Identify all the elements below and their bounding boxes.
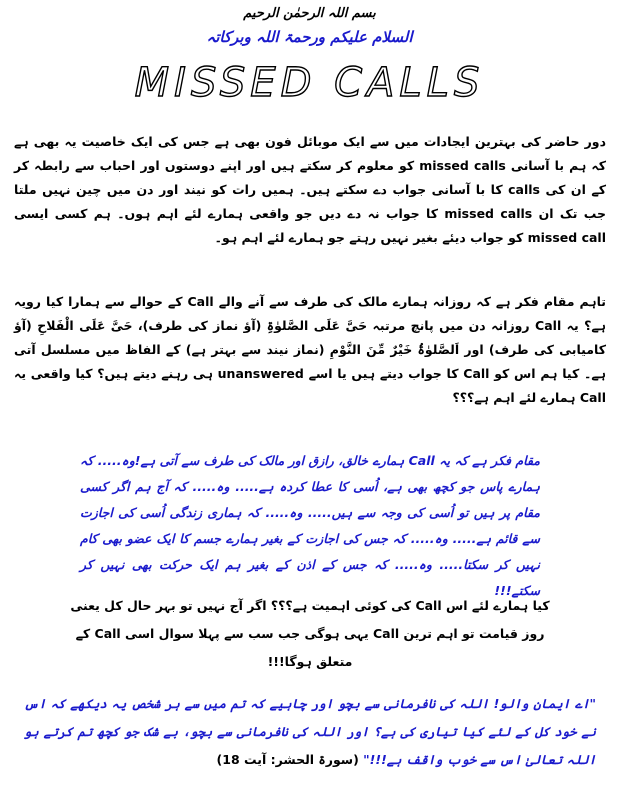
paragraph-quran-verse <box>24 690 596 774</box>
paragraph-question: کیا ہمارے لئے اس Call کی کوئی اہمیت ہے؟؟؟ اگر آج نہیں تو بہر حال کل یعنی روز قیامت تو اہم ترین Call یہی ہوگی جب سب سے پہلا سوال اسی Call کے متعلق ہوگا!!! <box>70 598 550 669</box>
paragraph-intro: دور حاضر کی بہترین ایجادات میں سے ایک موبائل فون بھی ہے جس کی ایک خاصیت یہ بھی ہے کہ ہم با آسانی missed calls کو معلوم کر سکتے ہیں اور اپنے دوستوں اور احباب سے رابطہ کر کے ان کی calls کا با آسانی جواب دے سکتے ہیں۔ ہمیں رات کو نیند اور دن میں چین نہیں ملتا جب تک ان missed calls کا جواب نہ دے دیں جو واقعی ہمارے لئے اہم ہوں۔ ہم کسی ایسی missed call کو جواب دیئے بغیر نہیں رہتے جو ہمارے لئے اہم ہو۔ <box>14 134 606 245</box>
page-title: MISSED CALLS <box>134 60 485 106</box>
verse-reference: (سورۃ الحشر: آیت 18) <box>216 752 359 767</box>
paragraph-azan-call: تاہم مقام فکر ہے کہ روزانہ ہمارے مالک کی طرف سے آنے والے Call کے حوالے سے ہمارا کیا رویہ ہے؟ یہ Call روزانہ دن میں پانچ مرتبہ حَیَّ عَلَی الصَّلوٰۃِ (آؤ نماز کی طرف)، حَیَّ عَلَی الْفَلاحِ (آؤ کامیابی کی طرف) اور اَلصَّلوٰۃُ خَیْرٌ مِّنَ النَّوْمِ (نماز نیند سے بہتر ہے) کے الفاظ میں مسلسل آتی ہے۔ کیا ہم اس کو Call کا جواب دیتے ہیں یا اسے unanswered ہی رہنے دیتے ہیں؟ کیا واقعی یہ Call ہمارے لئے اہم ہے؟؟؟ <box>14 294 607 405</box>
salaam-greeting: السلام علیکم ورحمۃ اللہ وبرکاتہ <box>206 28 413 46</box>
verse-text: "اے ایمان والو! اللہ کی نافرمانی سے بچو اور چاہیے کہ تم میں سے ہر شخص یہ دیکھے کہ اس نے خود کل کے لئے کیا تیاری کی ہے؟ اور اللہ کی نافرمانی سے بچو، بے شک جو کچھ تم کرتے ہو اللہ تعالیٰ اس سے خوب واقف ہے!!!" <box>24 696 596 767</box>
paragraph-creator: مقام فکر ہے کہ یہ Call ہمارے خالق، رازق اور مالک کی طرف سے آتی ہے!وہ..... کہ ہمارے پاس جو کچھ بھی ہے، اُسی کا عطا کردہ ہے..... وہ..... کہ آج ہم اگر کسی مقام پر ہیں تو اُسی کی وجہ سے ہیں..... وہ..... کہ ہماری زندگی اُسی کی اجازت سے قائم ہے..... وہ..... کہ جس کی اجازت کے بغیر ہمارے جسم کا ایک عضو بھی کام نہیں کر سکتا..... وہ..... کہ جس کے اذن کے بغیر ہم ایک حرکت بھی نہیں کر سکتے!!! <box>80 453 540 598</box>
bismillah-heading: بسم اللہ الرحمٰن الرحیم <box>243 6 376 21</box>
